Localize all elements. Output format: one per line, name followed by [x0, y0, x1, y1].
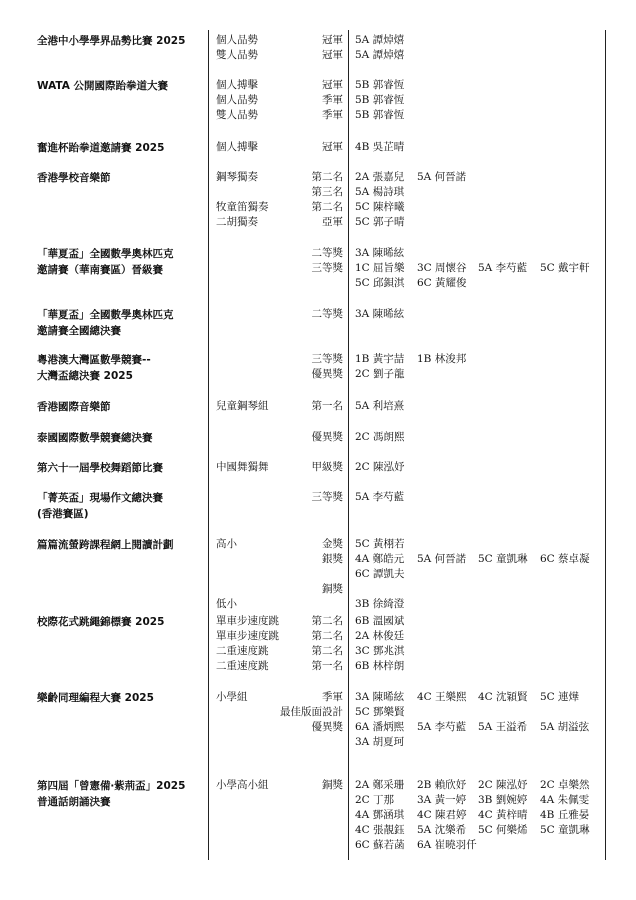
winner-name: 5A 李芍藍 [355, 491, 405, 503]
award-level: 第二名 [311, 615, 343, 627]
award-line [0, 552, 636, 567]
winner-name: 4C 陳君婷 [417, 809, 467, 821]
winner-name: 4A 鄧涵琪 [355, 809, 405, 821]
winner-name: 3A 陳晞絃 [355, 691, 405, 703]
award-level: 第二名 [311, 630, 343, 642]
award-level: 甲級獎 [311, 461, 343, 473]
winner-name: 6C 蘇若菡 [355, 839, 405, 851]
winner-name: 6A 潘炳熙 [355, 721, 405, 733]
competition-name-line: 香港學校音樂節 [37, 172, 111, 184]
winner-name: 6A 崔曉羽仟 [417, 839, 477, 851]
award-level: 最佳版面設計 [280, 706, 343, 718]
award-line [0, 490, 636, 505]
competition-name-line: 粵港澳大灣區數學競賽-- [37, 354, 151, 366]
award-line [0, 460, 636, 475]
award-level: 冠軍 [322, 49, 343, 61]
category: 二重速度跳 [216, 645, 269, 657]
award-level: 三等獎 [311, 353, 343, 365]
award-line [0, 582, 636, 597]
category: 單車步速度跳 [216, 630, 279, 642]
winner-name: 2C 丁那 [355, 794, 395, 806]
winner-name: 4C 王樂熙 [417, 691, 467, 703]
winner-name: 5A 利培熹 [355, 400, 405, 412]
award-level: 第一名 [311, 660, 343, 672]
winner-name: 5C 邱鋇淇 [355, 277, 405, 289]
winner-name: 4A 朱佩雯 [540, 794, 590, 806]
award-level: 第二名 [311, 645, 343, 657]
competition-name-line: 「華夏盃」全國數學奧林匹克 [37, 309, 174, 321]
award-level: 季軍 [322, 109, 343, 121]
competition-name-line: (香港賽區) [37, 508, 89, 520]
winner-name: 5C 郭子晴 [355, 216, 405, 228]
winner-name: 3C 周懷谷 [417, 262, 467, 274]
winner-name: 5A 譚焯熺 [355, 34, 405, 46]
winner-name: 6C 黃耀俊 [417, 277, 467, 289]
category: 小學組 [216, 691, 248, 703]
winner-name: 5A 楊詩琪 [355, 186, 405, 198]
competition-name-line: 第六十一屆學校舞蹈節比賽 [37, 462, 163, 474]
winner-name: 5C 童凱琳 [478, 553, 528, 565]
winner-name: 3A 胡夏珂 [355, 736, 405, 748]
award-line [0, 793, 636, 808]
winner-name: 5A 何晉諾 [417, 553, 467, 565]
winner-name: 3C 鄧兆淇 [355, 645, 405, 657]
award-line [0, 261, 636, 276]
competition-name-line: 邀請賽全國總決賽 [37, 325, 121, 337]
winner-name: 5C 戴宇軒 [540, 262, 590, 274]
winner-name: 3A 陳晞絃 [355, 247, 405, 259]
award-line [0, 778, 636, 793]
winner-name: 6B 溫國斌 [355, 615, 405, 627]
award-line [0, 307, 636, 322]
winner-name: 4C 張靚鈺 [355, 824, 405, 836]
award-line [0, 140, 636, 155]
award-line [0, 838, 636, 853]
award-line [0, 735, 636, 750]
winner-name: 6C 譚凱夫 [355, 568, 405, 580]
competition-name-line: 邀請賽（華南賽區）晉級賽 [37, 264, 163, 276]
category: 中國舞獨舞 [216, 461, 269, 473]
winner-name: 3A 陳晞絃 [355, 308, 405, 320]
winner-name: 5A 李芍藍 [478, 262, 528, 274]
competition-name-line: 普通話朗誦決賽 [37, 796, 111, 808]
winner-name: 5A 胡溢弦 [540, 721, 590, 733]
winner-name: 2A 鄭采珊 [355, 779, 405, 791]
award-level: 銅獎 [322, 583, 343, 595]
winner-name: 6C 蔡卓凝 [540, 553, 590, 565]
winner-name: 5A 何晉諾 [417, 171, 467, 183]
category: 個人搏擊 [216, 141, 258, 153]
award-line [0, 399, 636, 414]
award-level: 冠軍 [322, 141, 343, 153]
award-level: 優異獎 [311, 721, 343, 733]
award-line [0, 430, 636, 445]
winner-name: 2C 陳泓妤 [355, 461, 405, 473]
winner-name: 1B 林浚邦 [417, 353, 467, 365]
award-line [0, 33, 636, 48]
competition-name-line: 樂齡同理編程大賽 2025 [37, 692, 154, 704]
award-level: 第三名 [311, 186, 343, 198]
category: 小學高小組 [216, 779, 269, 791]
winner-name: 5C 鄧樂賢 [355, 706, 405, 718]
award-line [0, 659, 636, 674]
winner-name: 5C 陳梓曦 [355, 201, 405, 213]
category: 個人品勢 [216, 94, 258, 106]
category: 鋼琴獨奏 [216, 171, 258, 183]
award-level: 二等獎 [311, 247, 343, 259]
award-level: 優異獎 [311, 368, 343, 380]
award-line [0, 108, 636, 123]
winner-name: 4C 沈穎賢 [478, 691, 528, 703]
competition-name-line: 全港中小學學界品勢比賽 2025 [37, 35, 186, 47]
competition-name-line: 「菁英盃」現場作文總決賽 [37, 492, 163, 504]
category: 個人搏擊 [216, 79, 258, 91]
award-line [0, 48, 636, 63]
winner-name: 1B 黃宇喆 [355, 353, 405, 365]
competition-name-line: WATA 公開國際跆拳道大賽 [37, 80, 169, 92]
winner-name: 5C 黃栩若 [355, 538, 405, 550]
award-level: 優異獎 [311, 431, 343, 443]
winner-name: 2B 賴欣妤 [417, 779, 467, 791]
award-line [0, 537, 636, 552]
winner-name: 2A 林俊廷 [355, 630, 405, 642]
award-line [0, 185, 636, 200]
award-level: 二等獎 [311, 308, 343, 320]
category: 兒童鋼琴組 [216, 400, 269, 412]
award-line [0, 705, 636, 720]
award-line [0, 567, 636, 582]
winner-name: 5B 郭睿恆 [355, 79, 405, 91]
category: 雙人品勢 [216, 49, 258, 61]
award-line [0, 629, 636, 644]
award-level: 金獎 [322, 538, 343, 550]
winner-name: 2C 卓樂然 [540, 779, 590, 791]
winner-name: 2C 馮朗熙 [355, 431, 405, 443]
award-line [0, 808, 636, 823]
winner-name: 2C 劉子龍 [355, 368, 405, 380]
award-level: 三等獎 [311, 262, 343, 274]
award-level: 銅獎 [322, 779, 343, 791]
competition-name-line: 「華夏盃」全國數學奧林匹克 [37, 248, 174, 260]
winner-name: 5B 郭睿恆 [355, 94, 405, 106]
award-line [0, 720, 636, 735]
competition-name-line: 第四屆「曾憲備‧紫荊盃」2025 [37, 780, 186, 792]
winner-name: 4B 丘雅晏 [540, 809, 590, 821]
competition-name-line: 奮進杯跆拳道邀請賽 2025 [37, 142, 165, 154]
award-line [0, 690, 636, 705]
category: 牧童笛獨奏 [216, 201, 269, 213]
award-level: 季軍 [322, 94, 343, 106]
award-line [0, 823, 636, 838]
winner-name: 3B 徐綺澄 [355, 598, 405, 610]
award-level: 季軍 [322, 691, 343, 703]
award-level: 第二名 [311, 171, 343, 183]
award-level: 亞軍 [322, 216, 343, 228]
competition-name-line: 校際花式跳繩錦標賽 2025 [37, 616, 165, 628]
category: 高小 [216, 538, 237, 550]
winner-name: 2C 陳泓妤 [478, 779, 528, 791]
winner-name: 4B 吳芷晴 [355, 141, 405, 153]
winner-name: 5A 譚焯熺 [355, 49, 405, 61]
category: 二胡獨奏 [216, 216, 258, 228]
winner-name: 2A 張嘉兒 [355, 171, 405, 183]
winner-name: 5C 童凱琳 [540, 824, 590, 836]
award-line [0, 276, 636, 291]
winner-name: 1C 屈旨樂 [355, 262, 405, 274]
category: 雙人品勢 [216, 109, 258, 121]
award-line [0, 597, 636, 612]
award-line [0, 200, 636, 215]
category: 二重速度跳 [216, 660, 269, 672]
award-line [0, 215, 636, 230]
winner-name: 5A 沈樂希 [417, 824, 467, 836]
award-line [0, 170, 636, 185]
award-line [0, 352, 636, 367]
winner-name: 6B 林梓朗 [355, 660, 405, 672]
award-level: 第二名 [311, 201, 343, 213]
award-line [0, 246, 636, 261]
award-line [0, 614, 636, 629]
award-level: 冠軍 [322, 34, 343, 46]
winner-name: 3A 黃一婷 [417, 794, 467, 806]
competition-name-line: 篇篇流螢跨課程網上閱讀計劃 [37, 539, 174, 551]
award-line [0, 78, 636, 93]
winner-name: 5C 連燁 [540, 691, 580, 703]
winner-name: 5B 郭睿恆 [355, 109, 405, 121]
winner-name: 5A 王溢希 [478, 721, 528, 733]
award-line [0, 644, 636, 659]
award-level: 三等獎 [311, 491, 343, 503]
winner-name: 4C 黃梓晴 [478, 809, 528, 821]
category: 單車步速度跳 [216, 615, 279, 627]
winner-name: 4A 鄭皓元 [355, 553, 405, 565]
award-level: 冠軍 [322, 79, 343, 91]
category: 個人品勢 [216, 34, 258, 46]
award-level: 第一名 [311, 400, 343, 412]
winner-name: 5C 何樂烯 [478, 824, 528, 836]
award-level: 銀獎 [322, 553, 343, 565]
award-line [0, 93, 636, 108]
competition-name-line: 大灣盃總決賽 2025 [37, 370, 133, 382]
winner-name: 5A 李芍藍 [417, 721, 467, 733]
competition-name-line: 泰國國際數學競賽總決賽 [37, 432, 153, 444]
category: 低小 [216, 598, 237, 610]
competition-name-line: 香港國際音樂節 [37, 401, 111, 413]
award-line [0, 367, 636, 382]
winner-name: 3B 劉婉婷 [478, 794, 528, 806]
